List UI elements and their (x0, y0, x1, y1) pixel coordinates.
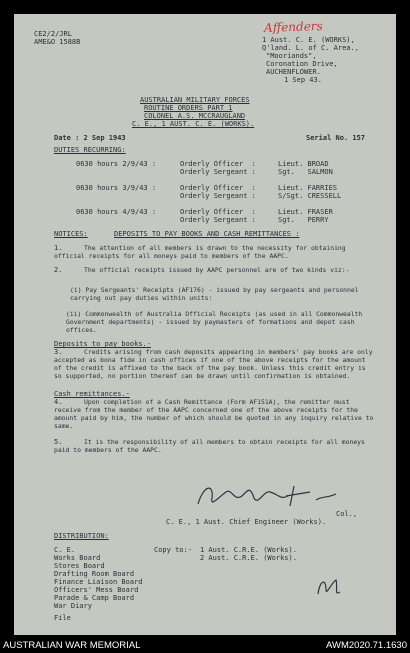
paragraph-number: 3. (54, 348, 63, 356)
document-sheet (14, 14, 396, 635)
duty-time: 0630 hours 3/9/43 : (76, 184, 157, 192)
address-line: Q'land. L. of C. Area., (262, 44, 359, 52)
distribution-item: Drafting Room Board (54, 570, 135, 578)
signature-block: C. E., 1 Aust. Chief Engineer (Works). (166, 518, 327, 526)
paragraph-5: It is the responsibility of all members to obtain receipts for all moneys paid to members of the AAPC. (54, 438, 365, 454)
title-line-1: AUSTRALIAN MILITARY FORCES (140, 96, 250, 104)
paragraph-3: Credits arising from cash deposits appearing in members' pay books are only accepted as bona fide in cash offices if one of the above receipts for the amount of the credit is affixed to the back of the pay book. Unless this credit entry is so supported, no portion thereof can be drawn until confirmation is obtained. (54, 348, 373, 380)
address-line: AUCHENFLOWER. (266, 68, 321, 76)
address-date: 1 Sep 43. (284, 76, 322, 84)
duty-names: Lieut. BROAD Sgt. SALMON (278, 160, 333, 176)
reference-line-2: AME&O 1588B (34, 38, 81, 46)
duty-time: 0630 hours 2/9/43 : (76, 160, 157, 168)
title-line-3: COLONEL A.S. MCCRAUGLAND (144, 112, 246, 120)
address-line: Coronation Drive, (266, 60, 338, 68)
duty-roles: Orderly Officer : Orderly Sergeant : (180, 160, 256, 176)
copy-to-label: Copy to:- (154, 546, 192, 554)
footer-institution: AUSTRALIAN WAR MEMORIAL (3, 640, 141, 651)
paragraph-1: The attention of all members is drawn to the necessity for obtaining official receipts for all moneys paid to members of the AAPC. (54, 244, 346, 260)
address-line: 1 Aust. C. E. (WORKS), (262, 36, 355, 44)
paragraph-number: 1. (54, 244, 63, 252)
notices-heading: NOTICES: (54, 230, 88, 238)
duty-roles: Orderly Officer : Orderly Sergeant : (180, 184, 256, 200)
cash-remittances-heading: Cash remittances.- (54, 390, 130, 398)
order-date: Date : 2 Sep 1943 (54, 134, 126, 142)
handwritten-signature (190, 478, 340, 514)
signature-rank-suffix: Col., (336, 510, 358, 518)
deposits-heading: Deposits to pay books.- (54, 340, 151, 348)
handwritten-stamp: Affenders (263, 18, 323, 36)
duty-names: Lieut. FRASER Sgt. PERRY (278, 208, 333, 224)
duties-heading: DUTIES RECURRING: (54, 146, 126, 154)
paragraph-number: 5. (54, 438, 63, 446)
duty-roles: Orderly Officer : Orderly Sergeant : (180, 208, 256, 224)
title-line-2: ROUTINE ORDERS PART 1 (144, 104, 233, 112)
distribution-heading: DISTRIBUTION: (54, 532, 109, 540)
distribution-item: War Diary (54, 602, 92, 610)
notices-subject: DEPOSITS TO PAY BOOKS AND CASH REMITTANCES : (114, 230, 300, 238)
receipt-type-2: (ii) Commonwealth of Australia Official Receipts (as used in all Commonwealth Government departments) - issued by paymasters of formations and depot cash offices. (66, 310, 363, 334)
reference-line-1: CE2/2/JRL (34, 30, 72, 38)
distribution-item: Parade & Camp Board (54, 594, 135, 602)
title-line-4: C. E., 1 AUST. C. E. (WORKS). (132, 120, 255, 128)
address-line: "Mooriands", (266, 52, 317, 60)
distribution-item: File (54, 614, 71, 622)
duty-names: Lieut. FARRIES S/Sgt. CRESSELL (278, 184, 342, 200)
footer-accession-number: AWM2020.71.1630 (326, 640, 407, 651)
distribution-item: Works Board (54, 554, 101, 562)
distribution-item: Stores Board (54, 562, 105, 570)
paragraph-2: The official receipts issued by AAPC personnel are of two kinds viz:- (84, 266, 350, 274)
distribution-item: C. E. (54, 546, 76, 554)
copy-to-item: 2 Aust. C.R.E. (Works). (200, 554, 297, 562)
paragraph-number: 2. (54, 266, 63, 274)
serial-number: Serial No. 157 (306, 134, 366, 142)
receipt-type-1: (i) Pay Sergeants' Receipts (AF176) - issued by pay sergeants and personnel carrying out pay duties within units: (70, 286, 359, 302)
archive-footer (0, 637, 410, 653)
distribution-item: Officers' Mess Board (54, 586, 139, 594)
paragraph-number: 4. (54, 398, 63, 406)
paragraph-4: Upon completion of a Cash Remittance (Form AF151A), the remitter must receive from the member of the AAPC concerned one of the above receipts for the amount paid by him, the number of which should be quoted in any inquiry relative to same. (54, 398, 374, 430)
copy-to-item: 1 Aust. C.R.E. (Works). (200, 546, 297, 554)
handwritten-initials (314, 574, 344, 600)
duty-time: 0630 hours 4/9/43 : (76, 208, 157, 216)
distribution-item: Finance Liaison Board (54, 578, 143, 586)
